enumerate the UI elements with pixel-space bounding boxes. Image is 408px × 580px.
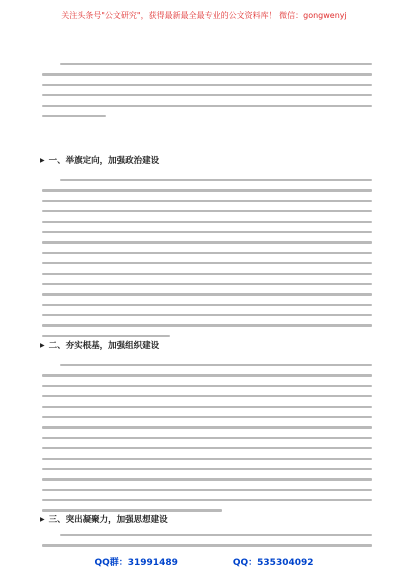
section-organization-body (42, 364, 372, 520)
section-ideology-body (42, 534, 372, 555)
triangle-bullet-icon: ▶ (40, 341, 45, 349)
section-heading-political (40, 152, 159, 168)
qq-number: QQ：535304092 (232, 558, 314, 568)
intro-paragraph (42, 63, 372, 125)
contact-footer (0, 555, 408, 568)
triangle-bullet-icon: ▶ (40, 515, 45, 523)
section-heading-ideology (40, 511, 168, 527)
qq-group: QQ群：31991489 (94, 558, 178, 568)
wechat-id: 微信：gongwenyj (279, 11, 347, 20)
promo-banner (0, 10, 408, 21)
triangle-bullet-icon: ▶ (40, 156, 45, 164)
section-political-body (42, 179, 372, 345)
section-heading-text: 一、举旗定向，加强政治建设 (48, 156, 160, 166)
section-heading-text: 二、夯实根基，加强组织建设 (48, 341, 160, 351)
section-heading-organization (40, 337, 159, 353)
promo-text: 关注头条号"公文研究"，获得最新最全最专业的公文资料库！ (61, 11, 277, 20)
section-heading-text: 三、突出凝聚力，加强思想建设 (48, 515, 168, 525)
